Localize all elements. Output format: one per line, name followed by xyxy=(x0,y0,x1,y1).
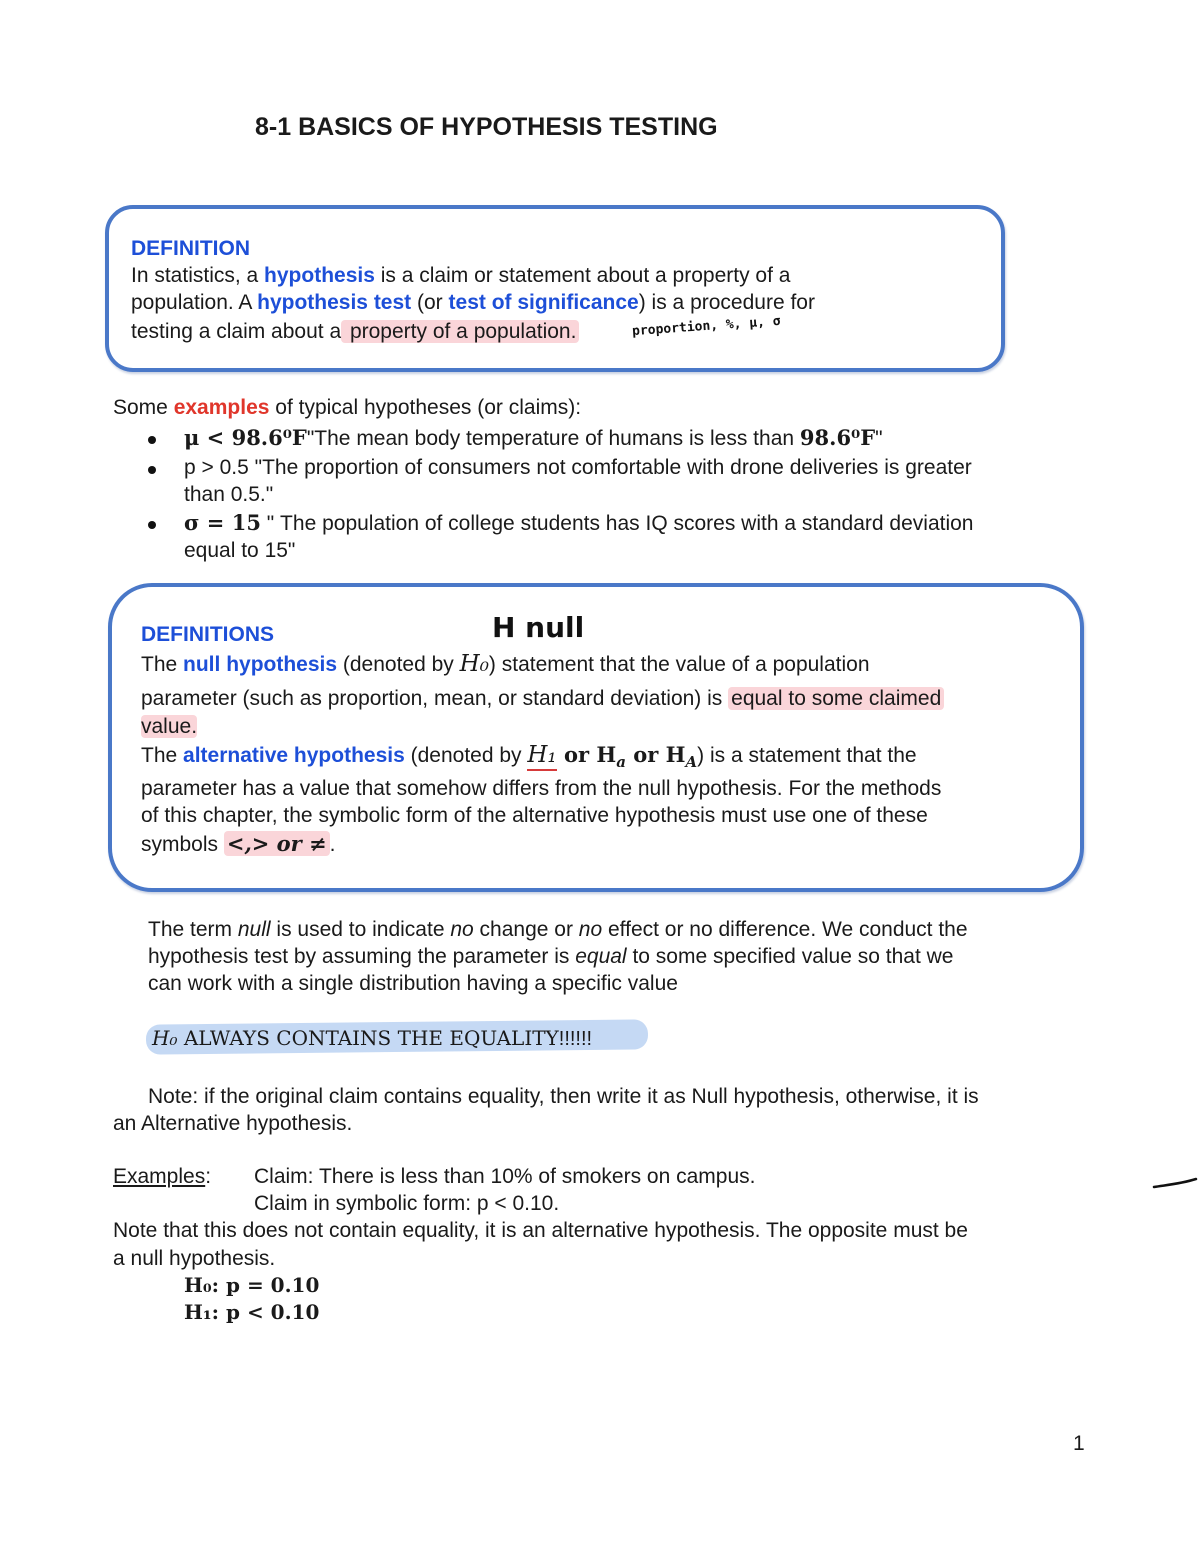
example-item-3-line-1 xyxy=(184,509,973,537)
null-hypothesis-line-1 xyxy=(141,651,870,678)
term-test-of-significance: test of significance xyxy=(448,291,639,314)
math-ha xyxy=(556,742,626,772)
highlighted-phrase: value. xyxy=(141,715,198,738)
alternative-hypothesis-line-3: of this chapter, the symbolic form of the alternative hypothesis must use one of these xyxy=(141,804,928,827)
definitions-heading: DEFINITIONS xyxy=(141,623,275,646)
text: population. A xyxy=(131,291,258,314)
text: In statistics, a xyxy=(131,264,265,287)
definition-line-1 xyxy=(131,262,790,289)
text: " xyxy=(875,427,883,450)
text: " The population of college students has IQ scores with a standard deviation xyxy=(260,512,974,535)
math-h0: H₀ xyxy=(152,1026,178,1050)
definition-line-3 xyxy=(131,318,579,345)
highlighted-phrase: equal to some claimed xyxy=(728,687,944,710)
example-item-3-line-2: equal to 15" xyxy=(184,539,296,562)
italic-equal: equal xyxy=(575,945,627,968)
text: is a claim or statement about a property of a xyxy=(374,264,791,287)
subscript: A xyxy=(685,753,698,772)
alternative-hypothesis-line-1 xyxy=(141,741,917,776)
math-h1: H₁ xyxy=(527,742,556,771)
alternative-hypothesis-line-4 xyxy=(141,830,336,858)
text: is used to indicate xyxy=(270,918,451,941)
term-line-2 xyxy=(148,943,953,970)
text: Some xyxy=(113,396,174,419)
math-expression: 98.6⁰F xyxy=(799,425,876,450)
term-hypothesis: hypothesis xyxy=(264,264,375,287)
text: The xyxy=(141,653,184,676)
example-item-1 xyxy=(184,424,883,452)
null-hypothesis-example: H₀: p = 0.10 xyxy=(184,1273,320,1297)
term-null-hypothesis: null hypothesis xyxy=(183,653,338,676)
text: (denoted by xyxy=(337,653,460,676)
text: of typical hypotheses (or claims): xyxy=(269,396,582,419)
math-h0: H₀ xyxy=(459,651,489,677)
text: testing a claim about a xyxy=(131,320,342,343)
example-claim: Claim: There is less than 10% of smokers on campus. xyxy=(254,1165,756,1188)
examples-label xyxy=(113,1163,211,1190)
text: The xyxy=(141,744,184,767)
text: or H xyxy=(556,742,617,767)
math-hA xyxy=(625,742,698,772)
page-title: 8-1 BASICS OF HYPOTHESIS TESTING xyxy=(255,113,718,141)
text: (denoted by xyxy=(404,744,528,767)
bullet xyxy=(148,466,156,474)
term-examples: examples xyxy=(173,396,270,419)
text: change or xyxy=(473,918,579,941)
subscript: a xyxy=(616,753,626,772)
underlined-label: Examples xyxy=(113,1165,206,1188)
text: !!!!!! xyxy=(558,1028,593,1050)
term-hypothesis-test: hypothesis test xyxy=(257,291,412,314)
handwritten-note-h-null: H null xyxy=(492,611,585,644)
text: ) is a procedure for xyxy=(638,291,815,314)
text: . xyxy=(329,833,336,856)
definition-heading: DEFINITION xyxy=(131,237,250,260)
example-note-line-2: a null hypothesis. xyxy=(113,1247,276,1270)
text: to some specified value so that we xyxy=(626,945,954,968)
term-line-3: can work with a single distribution having a specific value xyxy=(148,972,678,995)
text: (or xyxy=(411,291,449,314)
text: The term xyxy=(148,918,238,941)
always-equality-statement xyxy=(152,1025,592,1053)
null-hypothesis-line-2 xyxy=(141,685,944,712)
term-alternative-hypothesis: alternative hypothesis xyxy=(183,744,405,767)
note-line-1: Note: if the original claim contains equality, then write it as Null hypothesis, otherwise, it is xyxy=(148,1085,979,1108)
text: : xyxy=(205,1165,212,1188)
example-item-2-line-1: p > 0.5 "The proportion of consumers not comfortable with drone deliveries is greater xyxy=(184,456,972,479)
bullet xyxy=(148,521,156,529)
text: parameter (such as proportion, mean, or standard deviation) is xyxy=(141,687,729,710)
example-claim-symbolic: Claim in symbolic form: p < 0.10. xyxy=(254,1192,560,1215)
example-note-line-1: Note that this does not contain equality, it is an alternative hypothesis. The opposite must be xyxy=(113,1219,968,1242)
text: ) is a statement that the xyxy=(697,744,917,767)
example-item-2-line-2: than 0.5." xyxy=(184,483,274,506)
text: symbols xyxy=(141,833,224,856)
symbols-highlight: <,> or ≠ xyxy=(224,831,330,856)
text: ) statement that the value of a population xyxy=(488,653,870,676)
math-expression: σ = 15 xyxy=(184,510,261,535)
pen-mark xyxy=(1152,1176,1198,1192)
note-line-2: an Alternative hypothesis. xyxy=(113,1112,353,1135)
text: ALWAYS CONTAINS THE EQUALITY xyxy=(177,1026,559,1050)
alternative-hypothesis-example: H₁: p < 0.10 xyxy=(184,1300,320,1324)
text: "The mean body temperature of humans is less than xyxy=(306,427,800,450)
text: effect or no difference. We conduct the xyxy=(602,918,968,941)
bullet xyxy=(148,436,156,444)
alternative-hypothesis-line-2: parameter has a value that somehow differs from the null hypothesis. For the methods xyxy=(141,777,942,800)
handwritten-note: proportion, %, μ, σ xyxy=(631,313,782,340)
examples-intro xyxy=(113,394,581,421)
highlighted-phrase: property of a population. xyxy=(341,320,579,343)
italic-no: no xyxy=(578,918,603,941)
term-line-1 xyxy=(148,916,968,943)
math-expression: μ < 98.6⁰F xyxy=(184,425,307,450)
text: hypothesis test by assuming the parameter is xyxy=(148,945,576,968)
text: or H xyxy=(625,742,686,767)
null-hypothesis-line-3 xyxy=(141,713,197,740)
italic-null: null xyxy=(237,918,271,941)
page-number: 1 xyxy=(1073,1432,1085,1455)
italic-no: no xyxy=(450,918,474,941)
